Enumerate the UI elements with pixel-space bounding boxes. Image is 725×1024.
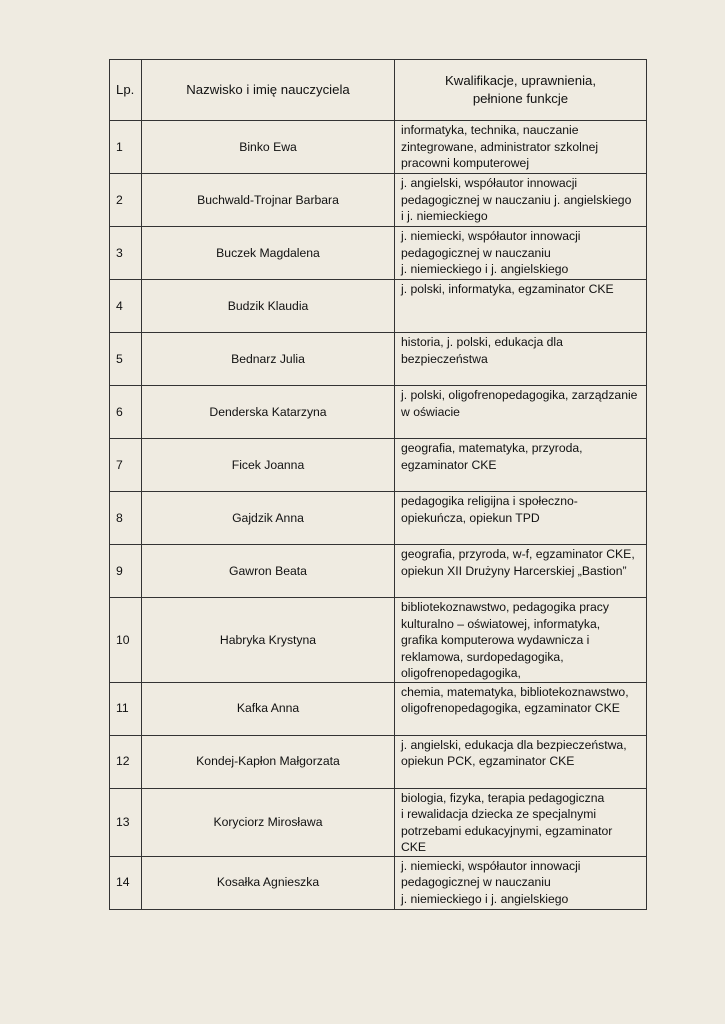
table-row — [110, 227, 647, 280]
row-number: 12 — [110, 735, 142, 788]
table-row — [110, 121, 647, 174]
row-number: 3 — [110, 227, 142, 280]
table-row — [110, 439, 647, 492]
teacher-name: Budzik Klaudia — [142, 280, 395, 333]
row-number: 1 — [110, 121, 142, 174]
row-number: 5 — [110, 333, 142, 386]
teacher-name: Binko Ewa — [142, 121, 395, 174]
row-number: 11 — [110, 682, 142, 735]
teacher-qualifications: j. niemiecki, współautor innowacji pedagogicznej w nauczaniu j. niemieckiego i j. angielskiego — [395, 856, 647, 909]
table-row — [110, 174, 647, 227]
teacher-qualifications: pedagogika religijna i społeczno- opiekuńcza, opiekun TPD — [395, 492, 647, 545]
teacher-qualifications: historia, j. polski, edukacja dla bezpieczeństwa — [395, 333, 647, 386]
teacher-qualifications: informatyka, technika, nauczanie zintegrowane, administrator szkolnej pracowni komputerowej — [395, 121, 647, 174]
table-row — [110, 682, 647, 735]
teacher-qualifications: biologia, fizyka, terapia pedagogiczna i rewalidacja dziecka ze specjalnymi potrzebami edukacyjnymi, egzaminator CKE — [395, 788, 647, 856]
teachers-table — [109, 59, 647, 910]
teacher-qualifications: chemia, matematyka, bibliotekoznawstwo, oligofrenopedagogika, egzaminator CKE — [395, 682, 647, 735]
row-number: 7 — [110, 439, 142, 492]
table-row — [110, 545, 647, 598]
teacher-name: Buchwald-Trojnar Barbara — [142, 174, 395, 227]
teacher-qualifications: geografia, przyroda, w-f, egzaminator CKE, opiekun XII Drużyny Harcerskiej „Bastion” — [395, 545, 647, 598]
teacher-name: Denderska Katarzyna — [142, 386, 395, 439]
teacher-qualifications: j. polski, oligofrenopedagogika, zarządzanie w oświacie — [395, 386, 647, 439]
table-row — [110, 735, 647, 788]
row-number: 13 — [110, 788, 142, 856]
header-teacher-name: Nazwisko i imię nauczyciela — [142, 60, 395, 121]
table-row — [110, 280, 647, 333]
teacher-qualifications: bibliotekoznawstwo, pedagogika pracy kulturalno – oświatowej, informatyka, grafika komputerowa wydawnicza i reklamowa, surdopedagogika, oligofrenopedagogika, — [395, 598, 647, 683]
table-row — [110, 333, 647, 386]
teacher-qualifications: j. niemiecki, współautor innowacji pedagogicznej w nauczaniu j. niemieckiego i j. angielskiego — [395, 227, 647, 280]
row-number: 9 — [110, 545, 142, 598]
header-lp: Lp. — [110, 60, 142, 121]
row-number: 4 — [110, 280, 142, 333]
row-number: 2 — [110, 174, 142, 227]
teacher-name: Kondej-Kapłon Małgorzata — [142, 735, 395, 788]
header-qualifications — [395, 60, 647, 121]
teacher-name: Gajdzik Anna — [142, 492, 395, 545]
teacher-name: Gawron Beata — [142, 545, 395, 598]
table-header-row — [110, 60, 647, 121]
teacher-name: Koryciorz Mirosława — [142, 788, 395, 856]
table-row — [110, 492, 647, 545]
table-row — [110, 856, 647, 909]
table-row — [110, 788, 647, 856]
teacher-name: Bednarz Julia — [142, 333, 395, 386]
header-qualifications-text: Kwalifikacje, uprawnienia, pełnione funkcje — [445, 73, 596, 106]
row-number: 14 — [110, 856, 142, 909]
row-number: 8 — [110, 492, 142, 545]
teacher-qualifications: j. angielski, współautor innowacji pedagogicznej w nauczaniu j. angielskiego i j. niemieckiego — [395, 174, 647, 227]
teacher-name: Habryka Krystyna — [142, 598, 395, 683]
teacher-name: Kafka Anna — [142, 682, 395, 735]
row-number: 10 — [110, 598, 142, 683]
teacher-name: Buczek Magdalena — [142, 227, 395, 280]
teacher-qualifications: j. angielski, edukacja dla bezpieczeństwa, opiekun PCK, egzaminator CKE — [395, 735, 647, 788]
teacher-name: Kosałka Agnieszka — [142, 856, 395, 909]
table-row — [110, 598, 647, 683]
table-row — [110, 386, 647, 439]
teacher-qualifications: geografia, matematyka, przyroda, egzaminator CKE — [395, 439, 647, 492]
teacher-name: Ficek Joanna — [142, 439, 395, 492]
teacher-qualifications: j. polski, informatyka, egzaminator CKE — [395, 280, 647, 333]
row-number: 6 — [110, 386, 142, 439]
